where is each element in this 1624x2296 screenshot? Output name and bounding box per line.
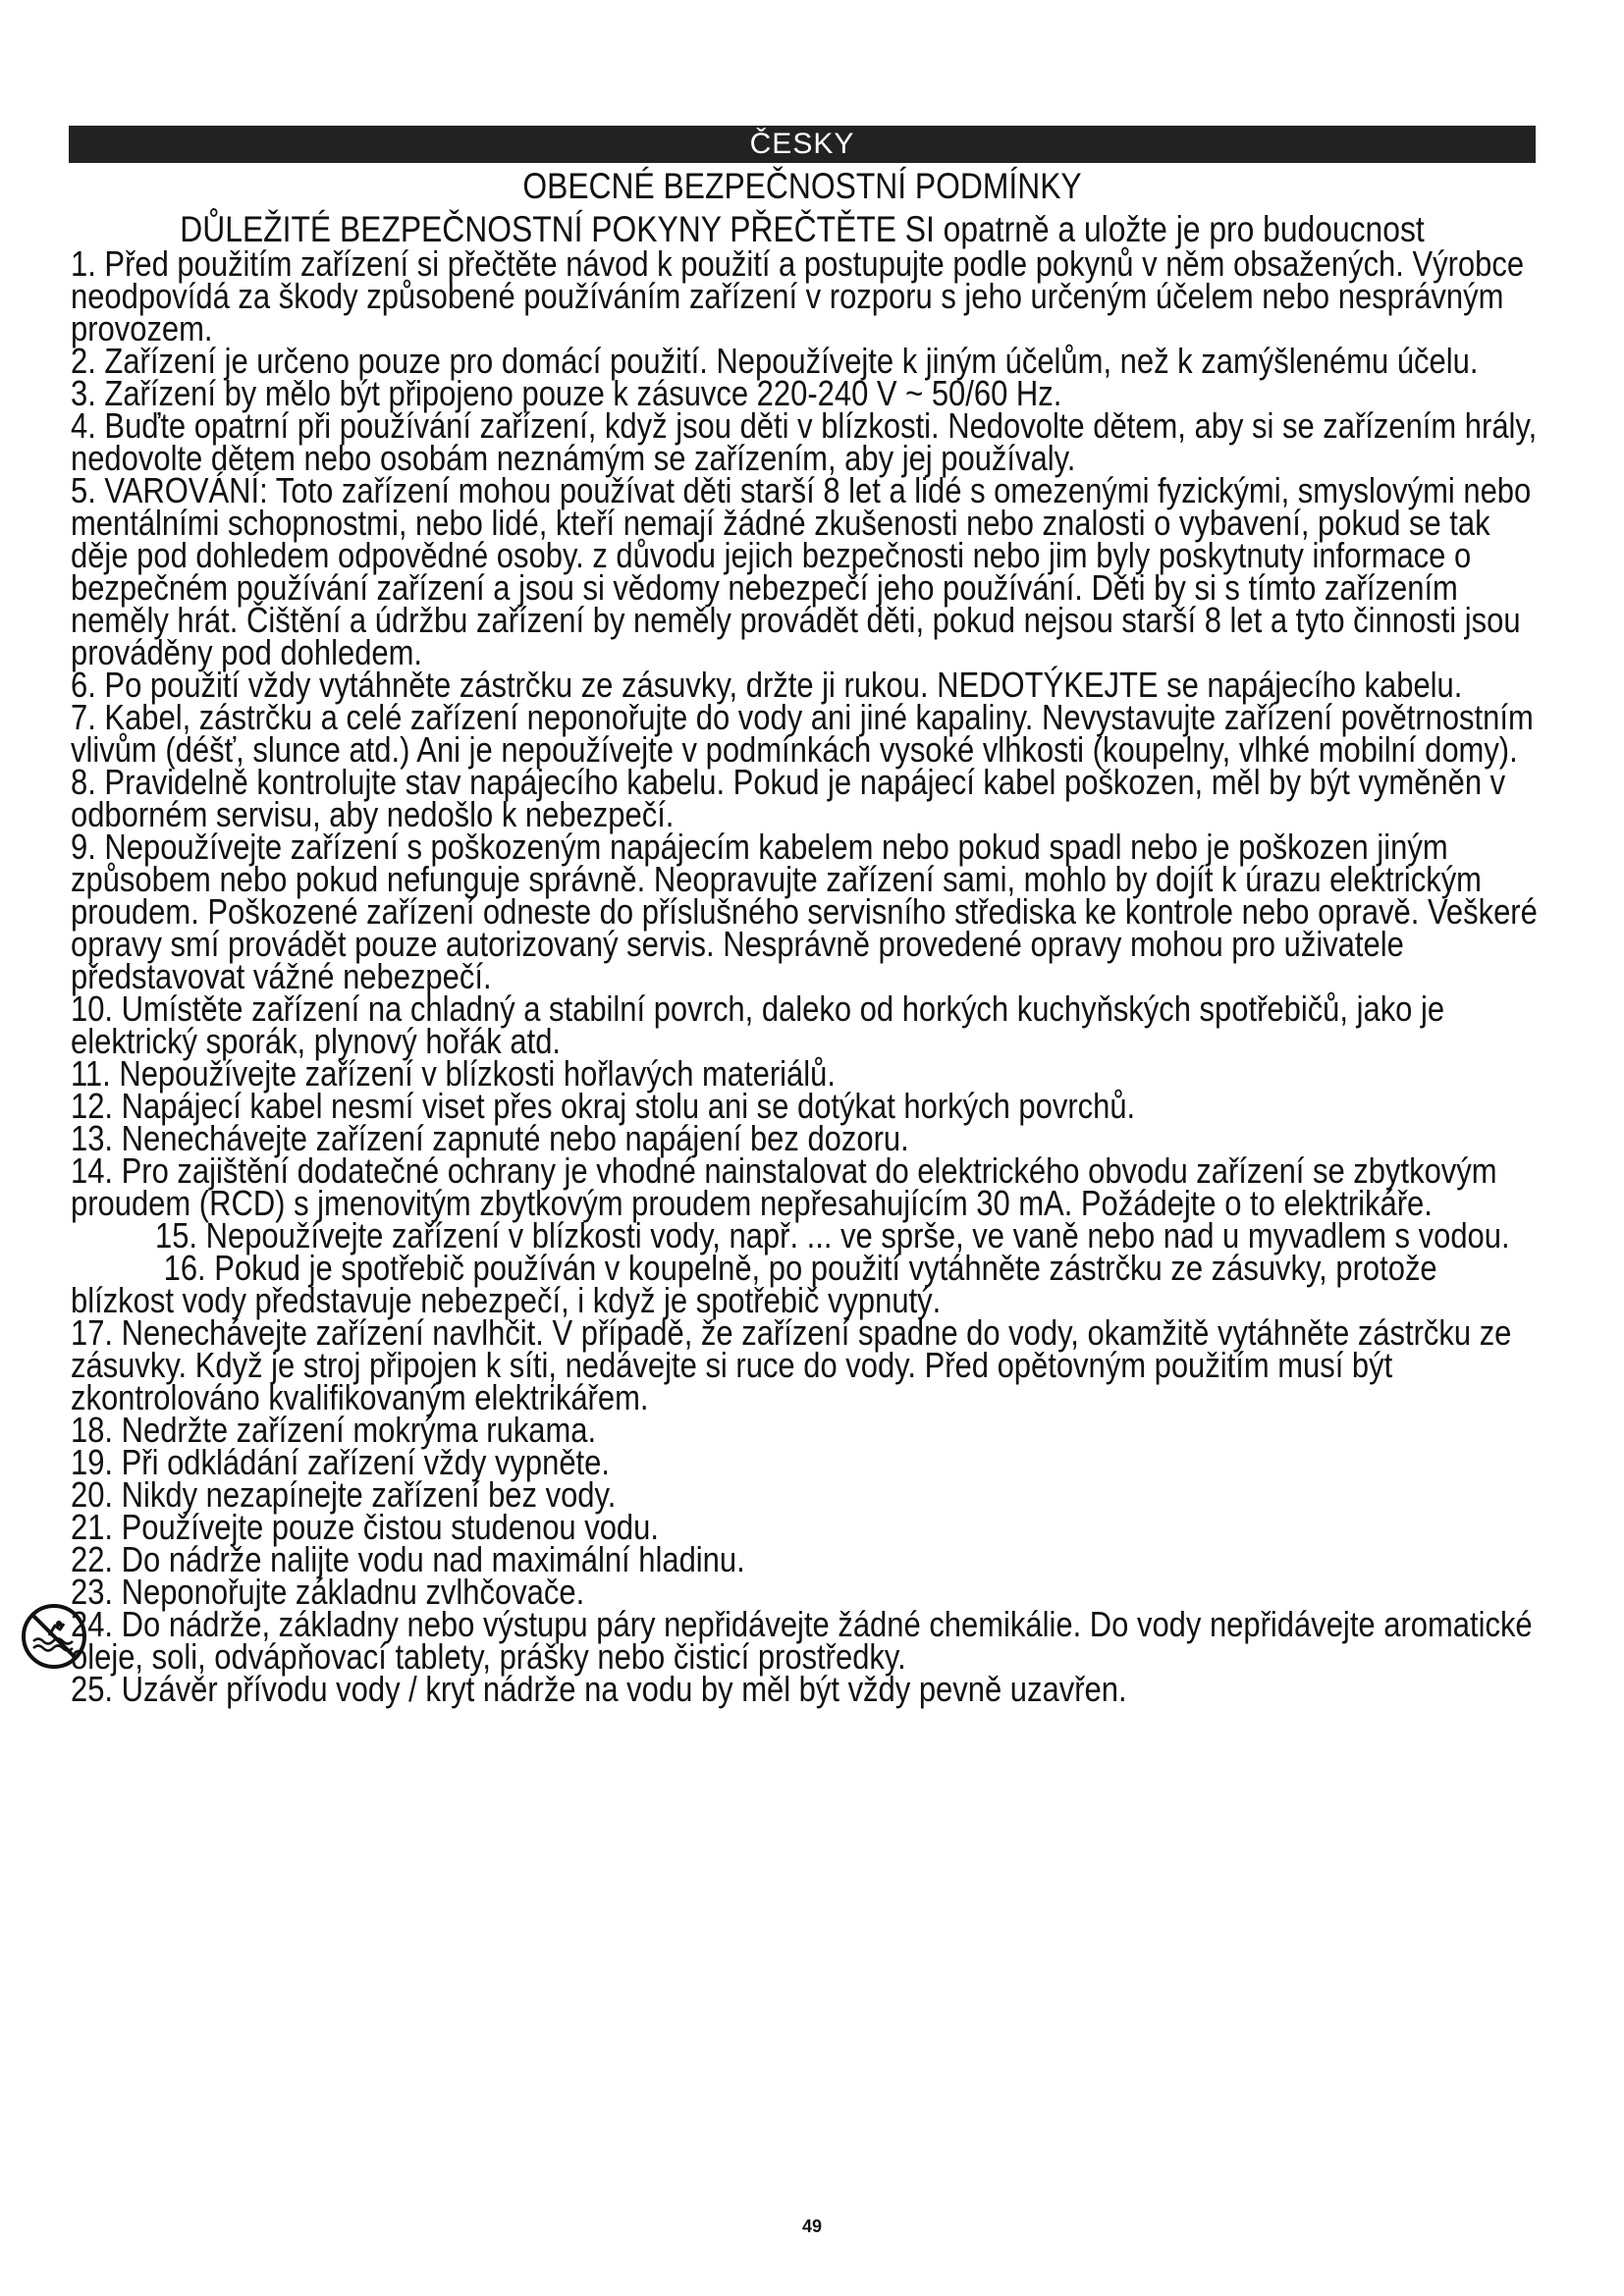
- instruction-item: 24. Do nádrže, základny nebo výstupu páry nepřidávejte žádné chemikálie. Do vody nepřidávejte aromatické oleje, soli, odvápňovací tablety, prášky nebo čisticí prostředky.: [71, 1604, 1533, 1677]
- instruction-item: 9. Nepoužívejte zařízení s poškozeným napájecím kabelem nebo pokud spadl nebo je poškozen jiným způsobem nebo pokud nefunguje správně. Neopravujte zařízení sami, mohlo by dojít k úrazu elektrickým proudem. Poškozené zařízení odneste do příslušného servisního střediska ke kontrole nebo opravě. Veškeré opravy smí provádět pouze autorizovaný servis. Nesprávně provedené opravy mohou pro uživatele představovat vážné nebezpečí.: [71, 827, 1538, 996]
- instruction-item: 22. Do nádrže nalijte vodu nad maximální hladinu.: [71, 1539, 745, 1579]
- language-label: ČESKY: [749, 128, 855, 160]
- instruction-item: 10. Umístěte zařízení na chladný a stabilní povrch, daleko od horkých kuchyňských spotřebičů, jako je elektrický sporák, plynový hořák atd.: [71, 988, 1445, 1061]
- instruction-item: 6. Po použití vždy vytáhněte zástrčku ze zásuvky, držte ji rukou. NEDOTÝKEJTE se napájecího kabelu.: [71, 665, 1463, 705]
- instruction-item-16: [71, 1248, 1540, 1320]
- safety-intro: DŮLEŽITÉ BEZPEČNOSTNÍ POKYNY PŘEČTĚTE SI opatrně a uložte je pro budoucnost: [180, 209, 1425, 249]
- language-header-bar: [69, 126, 1536, 163]
- instruction-item: 1. Před použitím zařízení si přečtěte návod k použití a postupujte podle pokynů v něm obsažených. Výrobce neodpovídá za škody způsobené používáním zařízení v rozporu s jeho určeným účelem nebo nesprávným provozem.: [71, 243, 1525, 348]
- instruction-item: 14. Pro zajištění dodatečné ochrany je vhodné nainstalovat do elektrického obvodu zařízení se zbytkovým proudem (RCD) s jmenovitým zbytkovým proudem nepřesahujícím 30 mA. Požádejte o to elektrikáře.: [71, 1150, 1497, 1223]
- instruction-item: 4. Buďte opatrní při používání zařízení, když jsou děti v blízkosti. Nedovolte dětem, aby si se zařízením hrály, nedovolte dětem nebo osobám neznámým se zařízením, aby jej používaly.: [71, 405, 1538, 478]
- instruction-item: 18. Nedržte zařízení mokrýma rukama.: [71, 1410, 597, 1450]
- instruction-item-16-text: 16. Pokud je spotřebič používán v koupelně, po použití vytáhněte zástrčku ze zásuvky, protože blízkost vody představuje nebezpečí, i když je spotřebič vypnutý.: [71, 1248, 1437, 1320]
- instruction-item: 5. VAROVÁNÍ: Toto zařízení mohou používat děti starší 8 let a lidé s omezenými fyzickými, smyslovými nebo mentálními schopnostmi, nebo lidé, kteří nemají žádné zkušenosti nebo znalosti o vybavení, pokud se tak děje pod dohledem odpovědné osoby. z důvodu jejich bezpečnosti nebo jim byly poskytnuty informace o bezpečném používání zařízení a jsou si vědomy nebezpečí jeho používání. Děti by si s tímto zařízením neměly hrát. Čištění a údržbu zařízení by neměly provádět děti, pokud nejsou starší 8 let a tyto činnosti jsou prováděny pod dohledem.: [71, 470, 1532, 672]
- no-water-bath-icon: [20, 1602, 88, 1671]
- safety-instructions: [71, 243, 1543, 1709]
- instruction-item-15-text: 15. Nepoužívejte zařízení v blízkosti vody, např. ... ve sprše, ve vaně nebo nad u myvadlem s vodou.: [155, 1215, 1510, 1255]
- instruction-item: 21. Používejte pouze čistou studenou vodu.: [71, 1507, 659, 1547]
- instruction-item: 25. Uzávěr přívodu vody / kryt nádrže na vodu by měl být vždy pevně uzavřen.: [71, 1669, 1127, 1709]
- instruction-item: 11. Nepoužívejte zařízení v blízkosti hořlavých materiálů.: [71, 1053, 836, 1094]
- instruction-item: 8. Pravidelně kontrolujte stav napájecího kabelu. Pokud je napájecí kabel poškozen, měl by být vyměněn v odborném servisu, aby nedošlo k nebezpečí.: [71, 762, 1506, 834]
- instruction-item: 7. Kabel, zástrčku a celé zařízení neponořujte do vody ani jiné kapaliny. Nevystavujte zařízení povětrnostním vlivům (déšť, slunce atd.) Ani je nepoužívejte v podmínkách vysoké vlhkosti (koupelny, vlhké mobilní domy).: [71, 697, 1534, 770]
- instruction-item: 2. Zařízení je určeno pouze pro domácí použití. Nepoužívejte k jiným účelům, než k zamýšlenému účelu.: [71, 341, 1479, 381]
- instruction-item: 20. Nikdy nezapínejte zařízení bez vody.: [71, 1474, 617, 1515]
- instruction-item: 3. Zařízení by mělo být připojeno pouze k zásuvce 220-240 V ~ 50/60 Hz.: [71, 373, 1062, 413]
- instruction-item: 19. Při odkládání zařízení vždy vypněte.: [71, 1442, 610, 1482]
- section-title: OBECNÉ BEZPEČNOSTNÍ PODMÍNKY: [522, 166, 1082, 206]
- instruction-item: 17. Nenechávejte zařízení navlhčit. V případě, že zařízení spadne do vody, okamžitě vytáhněte zástrčku ze zásuvky. Když je stroj připojen k síti, nedávejte si ruce do vody. Před opětovným použitím musí být zkontrolováno kvalifikovaným elektrikářem.: [71, 1312, 1512, 1417]
- page-number: 49: [801, 2216, 823, 2236]
- instruction-item: 12. Napájecí kabel nesmí viset přes okraj stolu ani se dotýkat horkých povrchů.: [71, 1086, 1136, 1126]
- instruction-item: 23. Neponořujte základnu zvlhčovače.: [71, 1572, 585, 1612]
- instruction-item: 13. Nenechávejte zařízení zapnuté nebo napájení bez dozoru.: [71, 1118, 909, 1158]
